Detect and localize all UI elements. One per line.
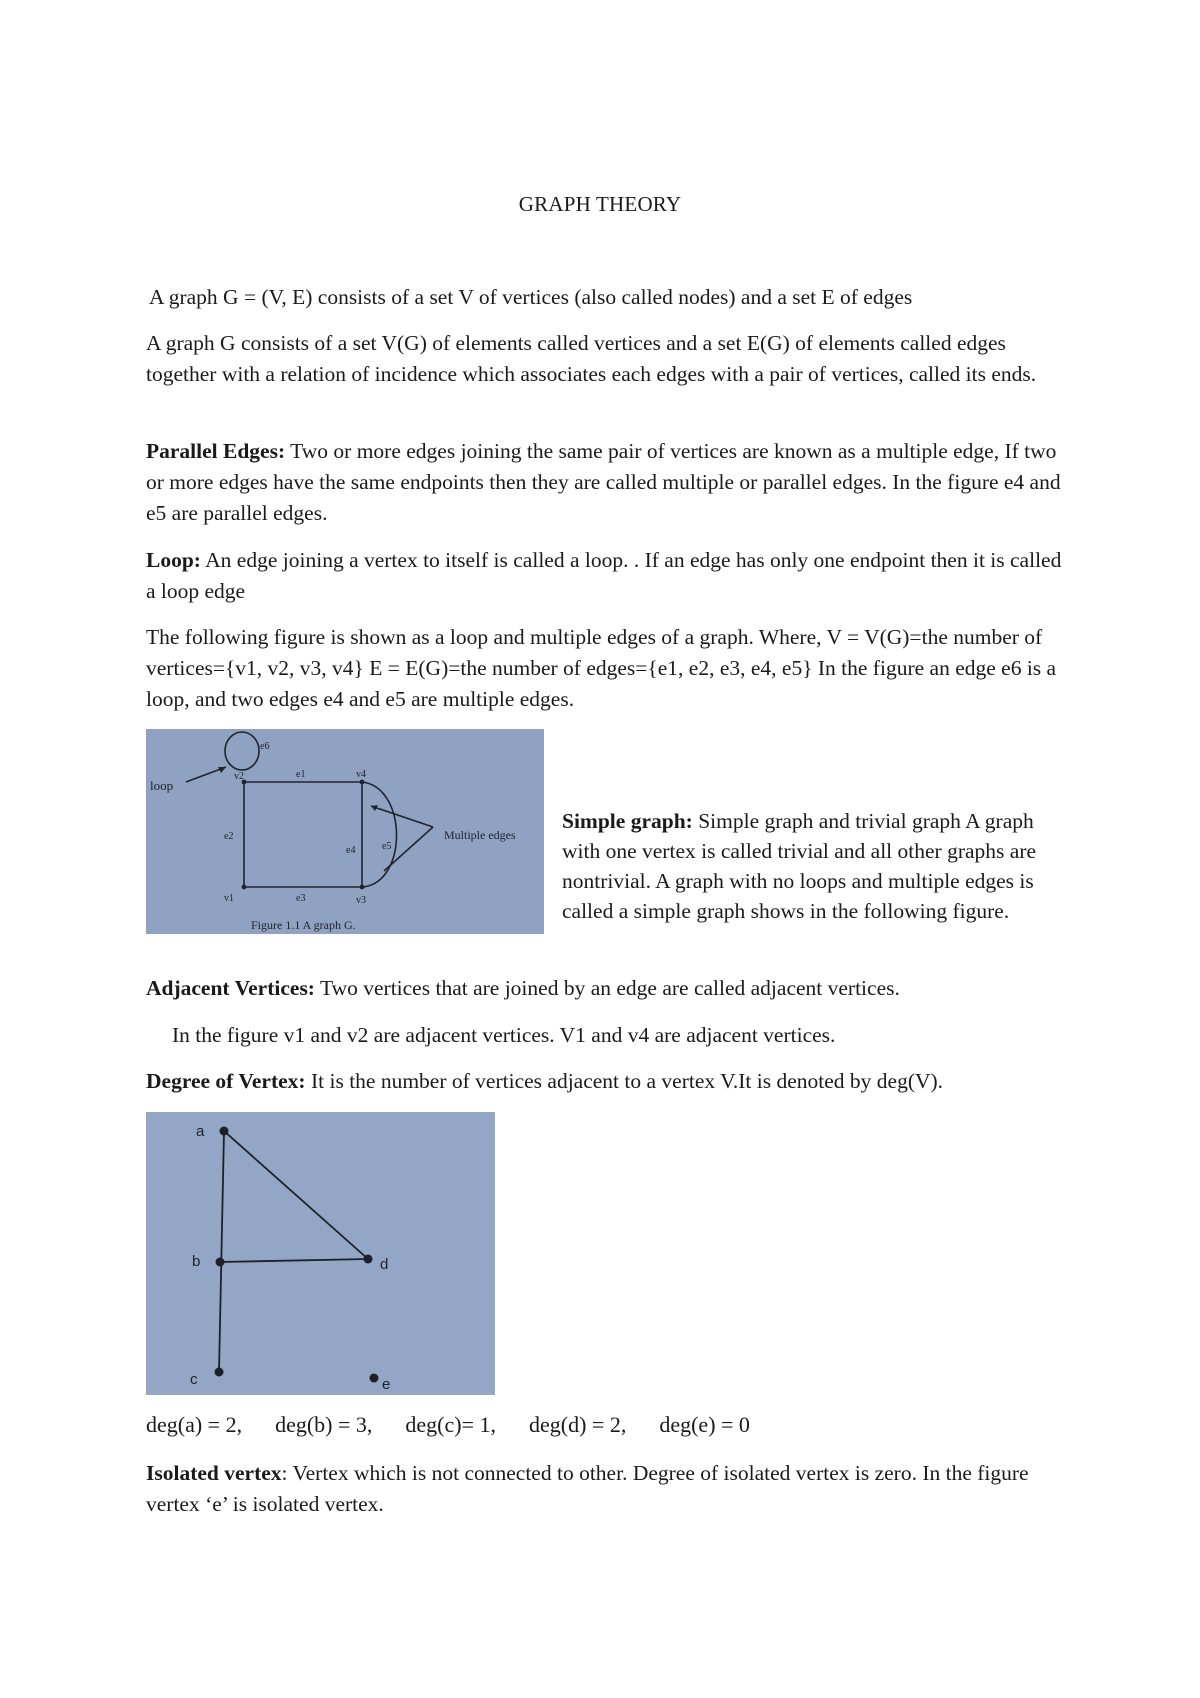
edge-label-e5: e5 bbox=[382, 841, 392, 852]
vertex-label-b: b bbox=[192, 1253, 201, 1270]
isolated-vertex-term: Isolated vertex bbox=[146, 1461, 282, 1485]
figure-multiple-edges-label: Multiple edges bbox=[444, 828, 516, 842]
definition-2: A graph G consists of a set V(G) of elements called vertices and a set E(G) of elements called edges together with a relation of incidence which associates each edges with a pair of vertices, called its ends. bbox=[146, 331, 1037, 386]
degree-e: deg(e) = 0 bbox=[659, 1412, 750, 1437]
degree-list bbox=[146, 1412, 750, 1438]
isolated-vertex-text: : Vertex which is not connected to other. Degree of isolated vertex is zero. In the figure vertex ‘e’ is isolated vertex. bbox=[146, 1461, 1029, 1516]
adjacent-vertices-paragraph bbox=[146, 973, 1066, 1004]
simple-graph-text: Simple graph and trivial graph A graph with one vertex is called trivial and all other graphs are nontrivial. A graph with no loops and multiple edges is called a simple graph shows in the following figure. bbox=[562, 809, 1037, 923]
adjacent-vertices-term: Adjacent Vertices: bbox=[146, 976, 315, 1000]
isolated-vertex-paragraph bbox=[146, 1458, 1066, 1520]
degree-of-vertex-term: Degree of Vertex: bbox=[146, 1069, 306, 1093]
edge-label-e2: e2 bbox=[224, 831, 234, 842]
degree-c: deg(c)= 1, bbox=[405, 1412, 497, 1437]
edge-label-e4: e4 bbox=[346, 845, 356, 856]
simple-graph-term: Simple graph: bbox=[562, 809, 693, 833]
degree-d: deg(d) = 2, bbox=[529, 1412, 627, 1437]
figure-loop-label: loop bbox=[150, 778, 174, 793]
vertex-label-e: e bbox=[382, 1376, 391, 1393]
definition-1: A graph G = (V, E) consists of a set V of vertices (also called nodes) and a set E of edges bbox=[149, 285, 913, 309]
figure-graph-g bbox=[146, 729, 544, 934]
edge-label-e3: e3 bbox=[296, 893, 306, 904]
figure-caption: Figure 1.1 A graph G. bbox=[251, 918, 356, 932]
figure-graph-g-drawing bbox=[146, 729, 544, 934]
degree-a: deg(a) = 2, bbox=[146, 1412, 243, 1437]
figure-degree-graph bbox=[146, 1112, 495, 1395]
simple-graph-paragraph bbox=[562, 806, 1062, 926]
vertex-label-v1: v1 bbox=[224, 893, 234, 904]
page-title: GRAPH THEORY bbox=[518, 192, 682, 216]
vertex-label-v2: v2 bbox=[234, 771, 244, 782]
adjacent-example: In the figure v1 and v2 are adjacent vertices. V1 and v4 are adjacent vertices. bbox=[172, 1023, 836, 1047]
loop-multiple-paragraph: The following figure is shown as a loop and multiple edges of a graph. Where, V = V(G)=the number of vertices={v1, v2, v3, v4} E = E(G)=the number of edges={e1, e2, e3, e4, e5} In the figure an edge e6 is a loop, and two edges e4 and e5 are multiple edges. bbox=[146, 625, 1057, 711]
vertex-label-d: d bbox=[380, 1256, 389, 1273]
loop-term: Loop: bbox=[146, 548, 201, 572]
vertex-label-c: c bbox=[190, 1371, 198, 1388]
loop-paragraph bbox=[146, 545, 1066, 607]
degree-of-vertex-paragraph bbox=[146, 1066, 1066, 1097]
parallel-edges-paragraph bbox=[146, 436, 1066, 529]
parallel-edges-term: Parallel Edges: bbox=[146, 439, 286, 463]
figure-degree-graph-drawing bbox=[146, 1112, 495, 1395]
degree-of-vertex-text: It is the number of vertices adjacent to a vertex V.It is denoted by deg(V). bbox=[305, 1069, 944, 1093]
degree-b: deg(b) = 3, bbox=[275, 1412, 373, 1437]
vertex-label-v3: v3 bbox=[356, 895, 366, 906]
edge-label-e6: e6 bbox=[260, 741, 270, 752]
vertex-label-v4: v4 bbox=[356, 769, 366, 780]
adjacent-vertices-text: Two vertices that are joined by an edge are called adjacent vertices. bbox=[314, 976, 900, 1000]
edge-label-e1: e1 bbox=[296, 769, 306, 780]
loop-text: An edge joining a vertex to itself is called a loop. . If an edge has only one endpoint then it is called a loop edge bbox=[146, 548, 1062, 603]
vertex-label-a: a bbox=[196, 1123, 205, 1140]
parallel-edges-text: Two or more edges joining the same pair of vertices are known as a multiple edge, If two or more edges have the same endpoints then they are called multiple or parallel edges. In the figure e4 and e5 are parallel edges. bbox=[146, 439, 1061, 525]
